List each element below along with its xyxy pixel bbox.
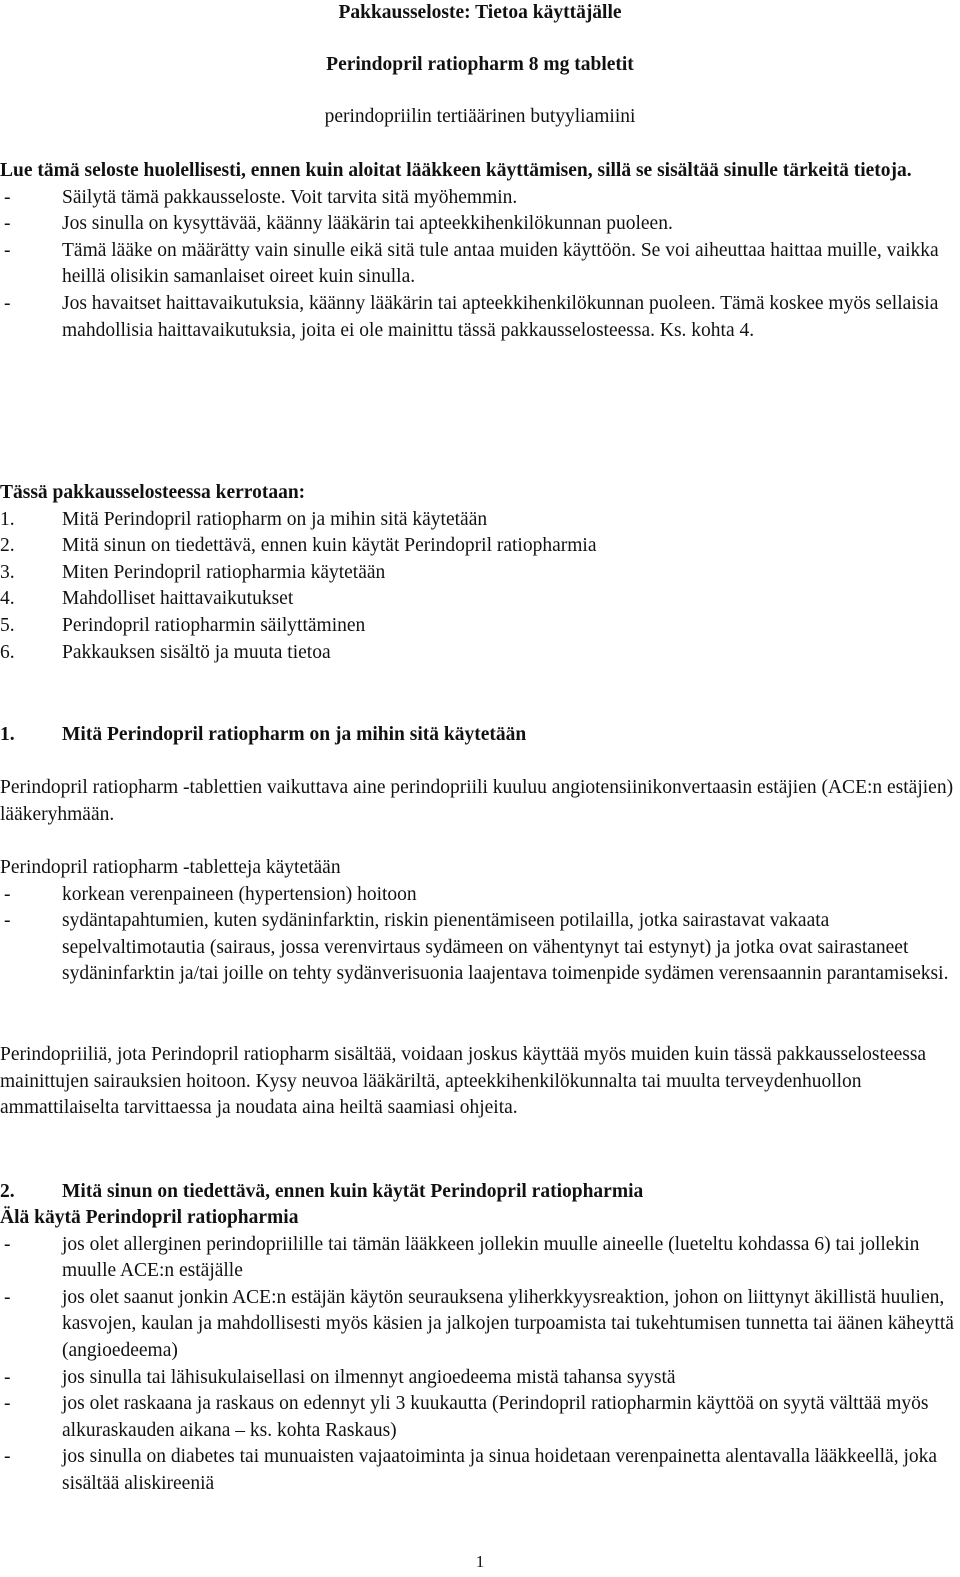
toc-item: 4. Mahdolliset haittavaikutukset xyxy=(0,588,294,610)
toc-heading: Tässä pakkausselosteessa kerrotaan: xyxy=(0,482,306,503)
leaflet-title: Pakkausseloste: Tietoa käyttäjälle xyxy=(338,2,622,23)
contraindication-item: - jos sinulla on diabetes tai munuaisten vajaatoiminta ja sinua hoidetaan verenpainetta alentavalla lääkkeellä, joka sisältää aliskireeniä xyxy=(4,1446,938,1494)
contraindications-heading: Älä käytä Perindopril ratiopharmia xyxy=(0,1207,299,1228)
toc-item: 1. Mitä Perindopril ratiopharm on ja mihin sitä käytetään xyxy=(0,508,488,530)
contraindication-item: - jos olet raskaana ja raskaus on edennyt yli 3 kuukautta (Perindopril ratiopharmin käyttöä on syytä välttää myös alkuraskauden aikana – ks. kohta Raskaus) xyxy=(4,1393,929,1441)
product-name: Perindopril ratiopharm 8 mg tabletit xyxy=(326,54,634,75)
uses-item: - sydäntapahtumien, kuten sydäninfarktin, riskin pienentämiseen potilailla, jotka sairastavat vakaata sepelvaltimotautia (sairaus, jossa verenvirtaus sydämeen on vähentynyt tai estynyt) ja jotka ovat sairastaneet sydäninfarktin ja/tai joille on tehty sydänverisuonia laajentava toimenpide sydämen verensaannin parantamiseksi. xyxy=(4,910,949,985)
contraindications xyxy=(0,1205,960,1498)
section-1-other-use: Perindopriiliä, jota Perindopril ratiopharm sisältää, voidaan joskus käyttää myös muiden kuin tässä pakkausselosteessa mainittujen sairauksien hoitoon. Kysy neuvoa lääkäriltä, apteekkihenkilökunnalta tai muulta terveydenhuollon ammattilaiselta tarvittaessa ja noudata aina heiltä saamiasi ohjeita. xyxy=(0,1044,927,1119)
intro-lead: Lue tämä seloste huolellisesti, ennen kuin aloitat lääkkeen käyttämisen, sillä se sisältää sinulle tärkeitä tietoja. xyxy=(0,160,912,181)
toc-item: 5. Perindopril ratiopharmin säilyttäminen xyxy=(0,614,366,636)
intro-item: - Säilytä tämä pakkausseloste. Voit tarvita sitä myöhemmin. xyxy=(4,186,518,208)
section-2-heading: 2. Mitä sinun on tiedettävä, ennen kuin käytät Perindopril ratiopharmia xyxy=(0,1180,644,1202)
uses-lead: Perindopril ratiopharm -tabletteja käytetään xyxy=(0,857,341,878)
contraindication-item: - jos sinulla tai lähisukulaisellasi on ilmennyt angioedeema mistä tahansa syystä xyxy=(4,1366,676,1388)
intro-item: - Tämä lääke on määrätty vain sinulle eikä sitä tule antaa muiden käyttöön. Se voi aiheuttaa haittaa muille, vaikka heillä olisikin samanlaiset oireet kuin sinulla. xyxy=(4,239,939,288)
toc-item: 3. Miten Perindopril ratiopharmia käytetään xyxy=(0,561,386,583)
page-number: 1 xyxy=(475,1552,485,1571)
contraindication-item: - jos olet allerginen perindopriilille tai tämän lääkkeen jollekin muulle aineelle (lueteltu kohdassa 6) tai jollekin muulle ACE:n estäjälle xyxy=(4,1233,920,1282)
contraindication-item: - jos olet saanut jonkin ACE:n estäjän käytön seurauksena yliherkkyysreaktion, johon on liittynyt äkillistä huulien, kasvojen, kaulan ja mahdollisesti myös käsien ja jalkojen turpoamista tai tukehtumisen tunnetta tai äänen käheyttä (angioedeema) xyxy=(4,1286,954,1361)
section-1-heading: 1. Mitä Perindopril ratiopharm on ja mihin sitä käytetään xyxy=(0,724,527,745)
intro-list xyxy=(0,185,960,345)
intro-item: - Jos sinulla on kysyttävää, käänny lääkärin tai apteekkihenkilökunnan puoleen. xyxy=(4,213,673,235)
intro-block xyxy=(0,158,960,344)
intro-item: - Jos havaitset haittavaikutuksia, käänny lääkärin tai apteekkihenkilökunnan puoleen. Tämä koskee myös sellaisia mahdollisia haittavaikutuksia, joita ei ole mainittu tässä pakkausselosteessa. Ks. kohta 4. xyxy=(4,292,939,341)
section-1-uses xyxy=(0,855,960,988)
toc-item: 6. Pakkauksen sisältö ja muuta tietoa xyxy=(0,641,331,663)
section-1-paragraph: Perindopril ratiopharm -tablettien vaikuttava aine perindopriili kuuluu angiotensiinikonvertaasin estäjien (ACE:n estäjien) lääkeryhmään. xyxy=(0,777,954,825)
uses-item: - korkean verenpaineen (hypertension) hoitoon xyxy=(4,883,417,905)
toc-item: 2. Mitä sinun on tiedettävä, ennen kuin käytät Perindopril ratiopharmia xyxy=(0,535,597,557)
table-of-contents xyxy=(0,480,960,666)
active-substance: perindopriilin tertiäärinen butyyliamiini xyxy=(324,106,636,127)
